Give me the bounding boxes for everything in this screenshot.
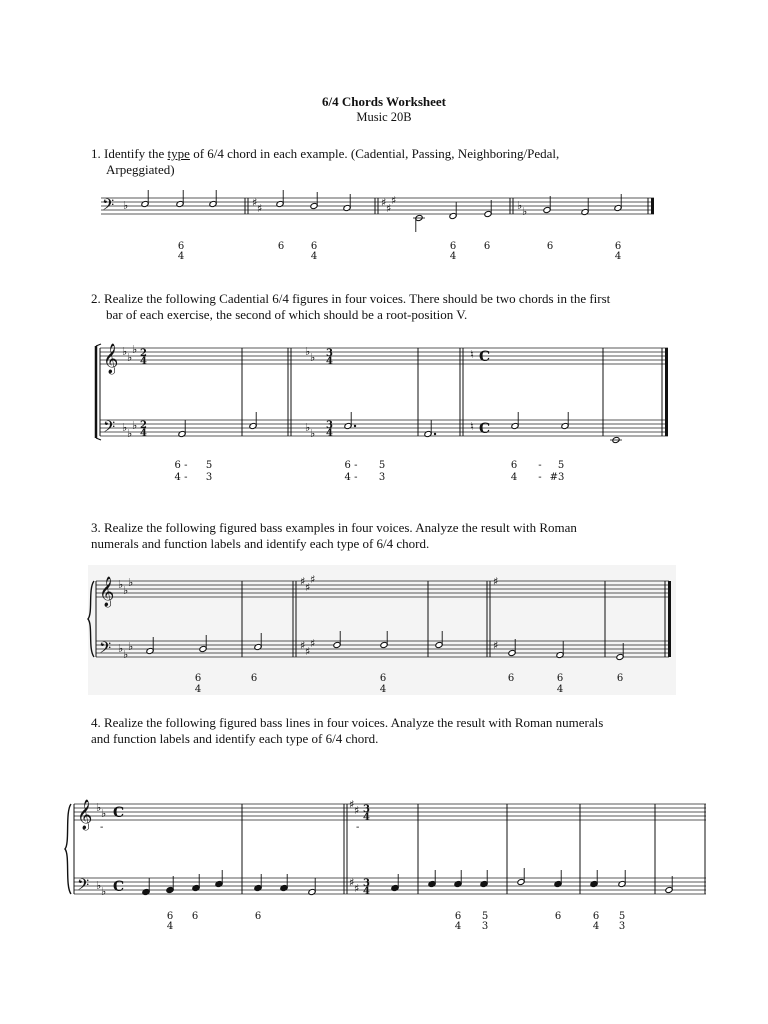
time-signature-bottom: 4 <box>140 428 147 439</box>
sharp-icon: ♯ <box>310 637 316 650</box>
flat-icon: ♭ <box>123 648 129 661</box>
sharp-icon: ♯ <box>391 194 397 207</box>
figured-bass-number: - <box>538 460 542 471</box>
flat-icon: ♭ <box>123 584 129 597</box>
figured-bass-number: 4 <box>556 684 564 695</box>
time-signature-bottom: 4 <box>326 428 333 439</box>
worksheet-subtitle: Music 20B <box>356 110 412 124</box>
sharp-icon: ♯ <box>493 575 499 588</box>
common-time-icon: C <box>479 349 491 365</box>
figured-bass-number: 5 <box>481 911 489 922</box>
time-signature-top: 2 <box>140 348 147 359</box>
sharp-icon: ♯ <box>305 581 311 594</box>
bass-clef-icon: 𝄢 <box>99 639 112 661</box>
time-signature-bottom: 4 <box>363 812 370 823</box>
flat-icon: ♭ <box>123 199 129 212</box>
time-signature-top: 3 <box>326 420 333 431</box>
flat-icon: ♭ <box>101 885 107 898</box>
flat-icon: ♭ <box>305 421 311 434</box>
flat-icon: ♭ <box>305 345 311 358</box>
flat-icon: ♭ <box>517 199 523 212</box>
treble-clef-icon: 𝄞 <box>103 344 119 374</box>
question-4-line1: 4. Realize the following figured bass lines in four voices. Analyze the result with Roman numerals <box>91 715 604 730</box>
flat-icon: ♭ <box>310 427 316 440</box>
figured-bass-number: 6 <box>510 460 518 471</box>
figured-bass-number: 3 <box>378 472 386 483</box>
figured-bass-number: 4 <box>449 251 457 262</box>
figured-bass-number: 6 <box>507 673 515 684</box>
bracket-hook <box>96 438 101 440</box>
figured-bass-number: 6 <box>483 241 491 252</box>
time-signature-bottom: 4 <box>326 356 333 367</box>
question-1-line2: Arpeggiated) <box>106 162 175 177</box>
time-signature-top: 2 <box>140 420 147 431</box>
natural-icon: ♮ <box>470 420 474 433</box>
figured-bass-number: 5 <box>378 460 386 471</box>
final-barline <box>651 198 654 214</box>
figured-bass-number: 6 <box>177 241 185 252</box>
figured-bass-number: 5 <box>557 460 565 471</box>
question-2-line1: 2. Realize the following Cadential 6/4 figures in four voices. There should be two chords in the first <box>91 291 611 306</box>
time-signature-top: 3 <box>363 878 370 889</box>
flat-icon: ♭ <box>128 576 134 589</box>
final-barline <box>665 348 668 436</box>
question-1-text-b: of 6/4 chord in each example. (Cadential, Passing, Neighboring/Pedal, <box>189 146 560 161</box>
figured-bass-number: 6 <box>379 673 387 684</box>
flat-icon: ♭ <box>132 343 138 356</box>
figured-bass-number: 6 <box>554 911 562 922</box>
sharp-icon: ♯ <box>305 645 311 658</box>
figured-bass-number: 4 <box>614 251 622 262</box>
question-3-line1: 3. Realize the following figured bass examples in four voices. Analyze the result with Roman <box>91 520 577 535</box>
question-3-line2: numerals and function labels and identify each type of 6/4 chord. <box>91 536 430 551</box>
question-4-line2: and function labels and identify each type of 6/4 chord. <box>91 731 379 746</box>
question-1-text-a: 1. Identify the <box>91 146 168 161</box>
figured-bass-number: 4 <box>166 921 174 932</box>
figured-bass-number: 6 <box>614 241 622 252</box>
figured-bass-number: 5 <box>618 911 626 922</box>
time-signature-top: 3 <box>326 348 333 359</box>
figured-bass-number: 6 <box>592 911 600 922</box>
figured-bass-number: 4 <box>454 921 462 932</box>
sharp-icon: ♯ <box>354 804 360 817</box>
treble-clef-icon: 𝄞 <box>99 577 115 607</box>
flat-icon: ♭ <box>127 427 133 440</box>
figured-bass-number: 6 <box>194 673 202 684</box>
sharp-icon: ♯ <box>252 196 258 209</box>
figured-bass-number: 6 - <box>174 460 188 471</box>
figured-bass-number: 4 - <box>344 472 358 483</box>
common-time-icon: C <box>479 421 491 437</box>
flat-icon: ♭ <box>122 345 128 358</box>
natural-icon: ♮ <box>470 348 474 361</box>
bass-clef-icon: 𝄢 <box>102 196 115 218</box>
figured-bass-number: 3 <box>481 921 489 932</box>
time-signature-bottom: 4 <box>363 886 370 897</box>
time-signature-top: 3 <box>363 804 370 815</box>
flat-icon: ♭ <box>122 421 128 434</box>
bracket-hook <box>96 344 101 346</box>
flat-icon: ♭ <box>101 807 107 820</box>
worksheet-title: 6/4 Chords Worksheet <box>322 94 446 109</box>
sharp-icon: ♯ <box>300 639 306 652</box>
sharp-icon: ♯ <box>349 876 355 889</box>
figured-bass-number: 4 <box>177 251 185 262</box>
figured-bass-number: 6 <box>166 911 174 922</box>
figured-bass-number: 5 <box>205 460 213 471</box>
flat-icon: ♭ <box>96 879 102 892</box>
flat-icon: ♭ <box>522 205 528 218</box>
sharp-icon: ♯ <box>381 196 387 209</box>
augmentation-dot <box>354 425 356 427</box>
figured-bass-number: 6 <box>277 241 285 252</box>
figured-bass-number: 6 <box>556 673 564 684</box>
question-1-underlined: type <box>167 146 190 161</box>
figured-bass-number: 4 <box>379 684 387 695</box>
flat-icon: ♭ <box>128 640 134 653</box>
augmentation-dot <box>434 433 436 435</box>
flat-icon: ♭ <box>96 801 102 814</box>
figured-bass-number: 6 <box>546 241 554 252</box>
flat-icon: ♭ <box>310 351 316 364</box>
flat-icon: ♭ <box>118 642 124 655</box>
final-barline <box>668 581 671 657</box>
figured-bass-number: 6 <box>616 673 624 684</box>
figured-bass-number: #3 <box>549 472 565 483</box>
figured-bass-number: 6 <box>254 911 262 922</box>
grand-staff-brace <box>65 804 71 894</box>
flat-icon: ♭ <box>118 578 124 591</box>
common-time-icon: C <box>113 805 125 821</box>
bass-clef-icon: 𝄢 <box>103 418 116 440</box>
sharp-icon: ♯ <box>349 798 355 811</box>
figured-bass-number: 6 <box>310 241 318 252</box>
figured-bass-number: 4 <box>310 251 318 262</box>
sharp-icon: ♯ <box>257 202 263 215</box>
figured-bass-number: 3 <box>205 472 213 483</box>
question-2-line2: bar of each exercise, the second of which should be a root-position V. <box>106 307 468 322</box>
figured-bass-number: 6 - <box>344 460 358 471</box>
sharp-icon: ♯ <box>300 575 306 588</box>
figured-bass-number: 6 <box>454 911 462 922</box>
figured-bass-number: - <box>538 472 542 483</box>
dash-mark: - <box>356 822 360 833</box>
flat-icon: ♭ <box>127 351 133 364</box>
figured-bass-number: 6 <box>250 673 258 684</box>
figured-bass-number: 4 <box>510 472 518 483</box>
figured-bass-number: 4 - <box>174 472 188 483</box>
figured-bass-number: 4 <box>592 921 600 932</box>
sharp-icon: ♯ <box>354 882 360 895</box>
sharp-icon: ♯ <box>310 573 316 586</box>
time-signature-bottom: 4 <box>140 356 147 367</box>
sharp-icon: ♯ <box>493 639 499 652</box>
bass-clef-icon: 𝄢 <box>77 876 90 898</box>
sharp-icon: ♯ <box>386 202 392 215</box>
treble-clef-icon: 𝄞 <box>77 800 93 830</box>
figured-bass-number: 6 <box>191 911 199 922</box>
flat-icon: ♭ <box>132 419 138 432</box>
figured-bass-number: 4 <box>194 684 202 695</box>
dash-mark: - <box>100 822 104 833</box>
figured-bass-number: 3 <box>618 921 626 932</box>
figured-bass-number: 6 <box>449 241 457 252</box>
common-time-icon: C <box>113 879 125 895</box>
